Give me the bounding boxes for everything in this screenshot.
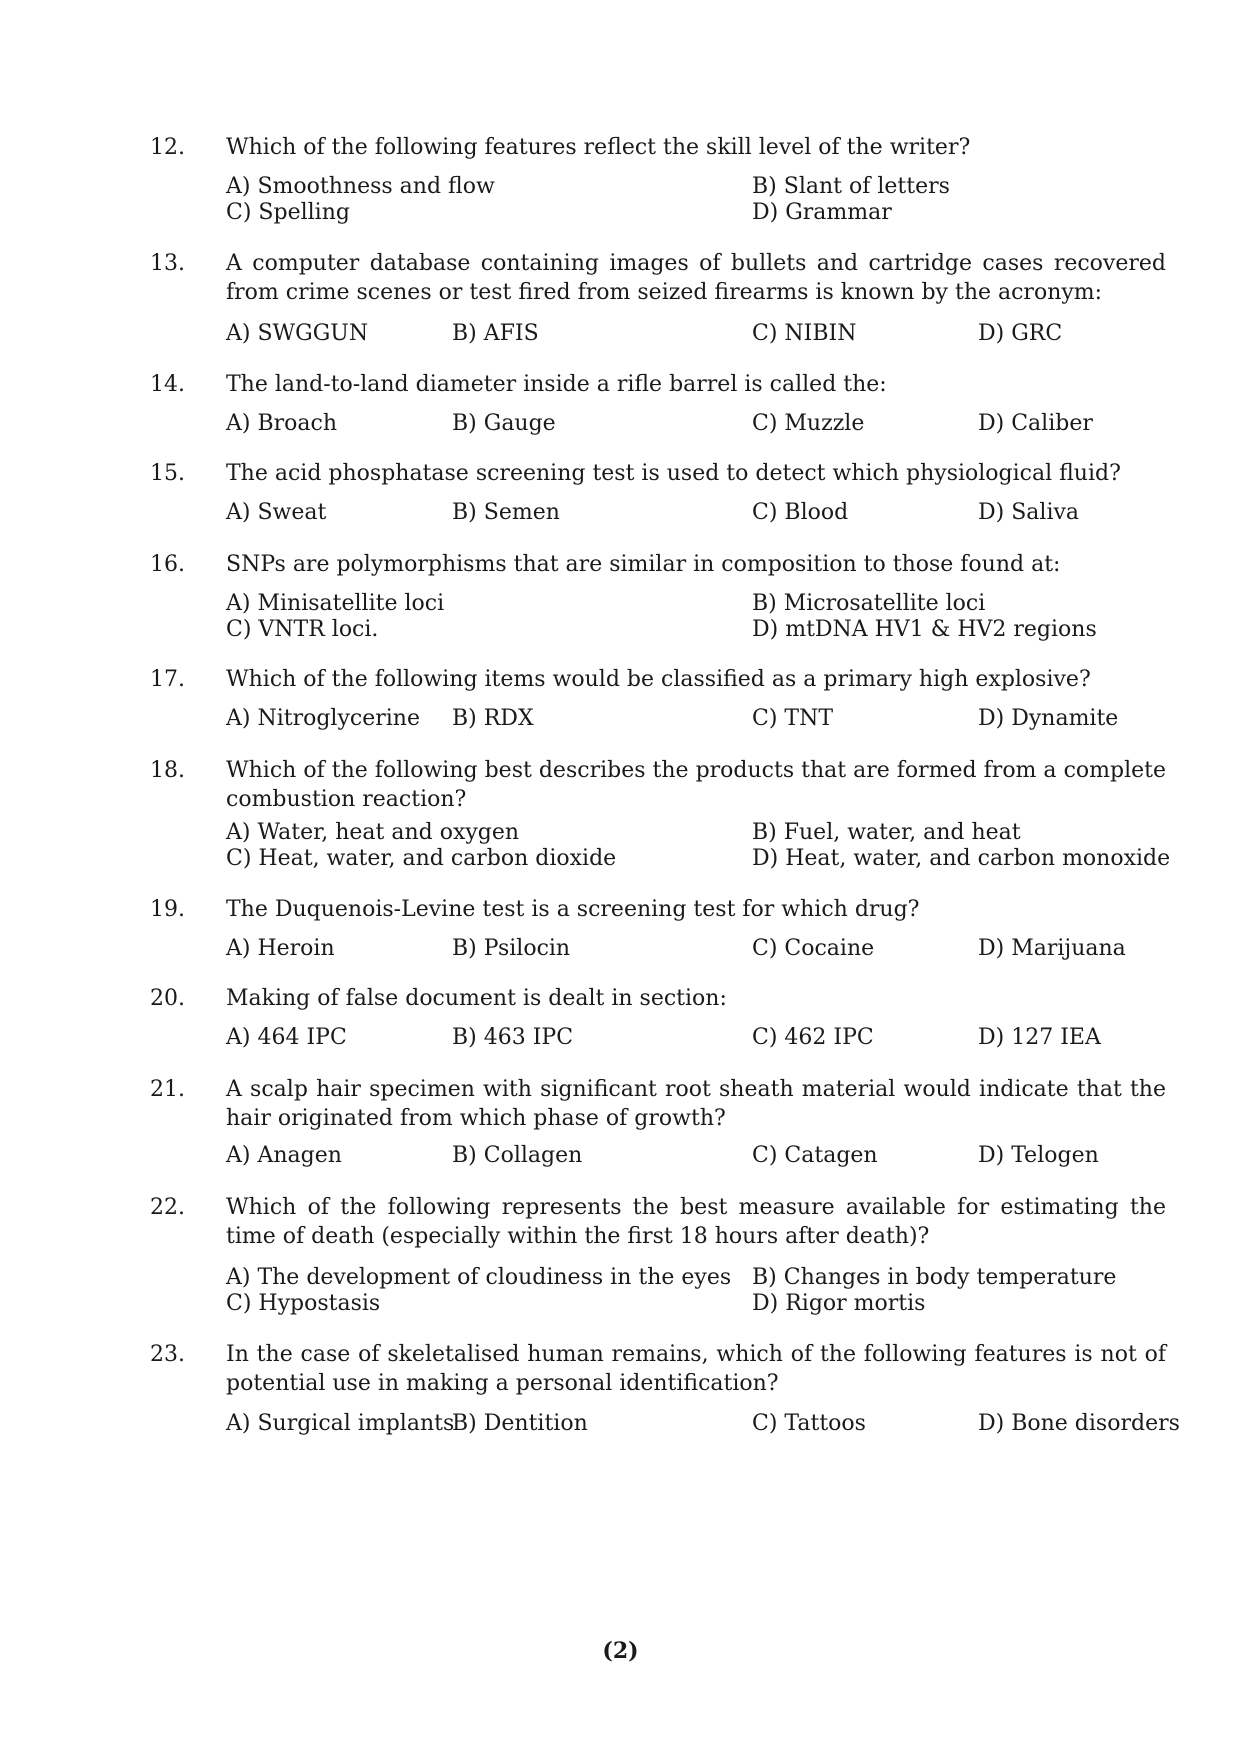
option-c: C) Blood: [752, 500, 849, 525]
option-a: A) Heroin: [226, 936, 335, 961]
option-b: B) Psilocin: [452, 936, 571, 961]
option-a: A) Anagen: [226, 1143, 342, 1168]
option-c: C) Catagen: [752, 1143, 878, 1168]
option-d: D) 127 IEA: [978, 1025, 1101, 1050]
question-text: A computer database containing images of bullets and cartridge cases recovered from crime scenes or test fired from seized firearms is known by the acronym:: [226, 251, 1166, 305]
option-d: D) Saliva: [978, 500, 1080, 525]
option-d: D) GRC: [978, 321, 1063, 346]
question-number: 13.: [150, 251, 185, 276]
option-a: A) Surgical implants: [226, 1411, 455, 1436]
option-c: C) TNT: [752, 706, 834, 731]
option-a: A) 464 IPC: [226, 1025, 347, 1050]
option-b: B) 463 IPC: [452, 1025, 574, 1050]
option-a: A) Smoothness and flow: [226, 174, 495, 199]
option-c: C) Tattoos: [752, 1411, 866, 1436]
option-c: C) Spelling: [226, 200, 350, 225]
option-a: A) Broach: [226, 411, 337, 436]
page-number: (2): [602, 1638, 639, 1664]
option-d: D) Rigor mortis: [752, 1291, 926, 1316]
option-d: D) mtDNA HV1 & HV2 regions: [752, 617, 1097, 642]
option-a: A) Nitroglycerine: [226, 706, 420, 731]
option-d: D) Marijuana: [978, 936, 1126, 961]
option-a: A) Minisatellite loci: [226, 591, 445, 616]
option-b: B) Changes in body temperature: [752, 1265, 1117, 1290]
option-b: B) AFIS: [452, 321, 539, 346]
option-a: A) Water, heat and oxygen: [226, 820, 520, 845]
option-b: B) RDX: [452, 706, 534, 731]
question-number: 19.: [150, 897, 185, 922]
option-b: B) Fuel, water, and heat: [752, 820, 1021, 845]
option-b: B) Dentition: [452, 1411, 588, 1436]
question-text: SNPs are polymorphisms that are similar in composition to those found at:: [226, 552, 1061, 577]
question-text: The land-to-land diameter inside a rifle barrel is called the:: [226, 372, 887, 397]
option-c: C) Muzzle: [752, 411, 865, 436]
question-number: 18.: [150, 758, 185, 783]
question-text: In the case of skeletalised human remains, which of the following features is not of potential use in making a personal identification?: [226, 1342, 1166, 1396]
option-b: B) Semen: [452, 500, 560, 525]
option-d: D) Grammar: [752, 200, 892, 225]
question-number: 15.: [150, 461, 185, 486]
question-number: 23.: [150, 1342, 185, 1367]
option-b: B) Collagen: [452, 1143, 583, 1168]
question-text: Making of false document is dealt in section:: [226, 986, 727, 1011]
question-text: Which of the following items would be classified as a primary high explosive?: [226, 667, 1091, 692]
question-number: 14.: [150, 372, 185, 397]
option-c: C) 462 IPC: [752, 1025, 874, 1050]
option-b: B) Gauge: [452, 411, 556, 436]
option-c: C) Cocaine: [752, 936, 875, 961]
question-text: Which of the following represents the best measure available for estimating the time of death (especially within the first 18 hours after death)?: [226, 1195, 1166, 1249]
option-c: C) NIBIN: [752, 321, 857, 346]
option-d: D) Bone disorders: [978, 1411, 1180, 1436]
option-b: B) Slant of letters: [752, 174, 950, 199]
question-number: 21.: [150, 1077, 185, 1102]
option-a: A) The development of cloudiness in the eyes: [226, 1265, 732, 1290]
option-c: C) Hypostasis: [226, 1291, 381, 1316]
question-text: Which of the following features reflect the skill level of the writer?: [226, 135, 971, 160]
question-text: Which of the following best describes the products that are formed from a complete combustion reaction?: [226, 758, 1166, 812]
question-number: 20.: [150, 986, 185, 1011]
question-number: 16.: [150, 552, 185, 577]
option-c: C) VNTR loci.: [226, 617, 379, 642]
option-d: D) Heat, water, and carbon monoxide: [752, 846, 1171, 871]
option-d: D) Dynamite: [978, 706, 1119, 731]
question-text: The Duquenois-Levine test is a screening test for which drug?: [226, 897, 920, 922]
option-d: D) Telogen: [978, 1143, 1099, 1168]
question-number: 12.: [150, 135, 185, 160]
option-a: A) SWGGUN: [226, 321, 369, 346]
question-number: 22.: [150, 1195, 185, 1220]
option-a: A) Sweat: [226, 500, 327, 525]
question-text: A scalp hair specimen with significant root sheath material would indicate that the hair originated from which phase of growth?: [226, 1077, 1166, 1131]
option-d: D) Caliber: [978, 411, 1093, 436]
option-b: B) Microsatellite loci: [752, 591, 986, 616]
option-c: C) Heat, water, and carbon dioxide: [226, 846, 617, 871]
question-text: The acid phosphatase screening test is used to detect which physiological fluid?: [226, 461, 1121, 486]
question-number: 17.: [150, 667, 185, 692]
